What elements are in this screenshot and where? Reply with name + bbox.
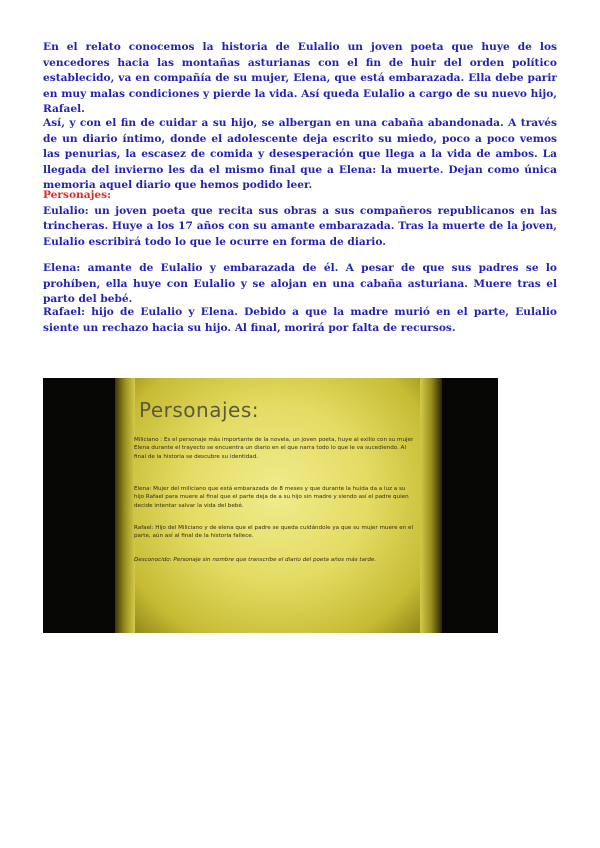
parchment-right-curl [420,378,442,633]
characters-heading: Personajes: [43,189,112,201]
slide-elena-text: Elena: Mujer del miliciano que está embarazada de 8 meses y que durante la huida da a luz a su hijo Rafael para muere al final que el parte deja de a su hijo sin madre y siendo así el padre quien decide intentar salvar la vida del bebé. [134,486,409,509]
slide-desconocido-text: Desconocido: Personaje sin nombre que transcribe el diario del poeta años más tarde. [134,557,377,563]
intro-paragraph [43,40,557,118]
slide-miliciano-text: Miliciano : Es el personaje más importante de la novela, un joven poeta, huye al exilio con su mujer Elena durante el trayecto se encuentra un diario en el que narra todo lo que le va sucediendo. Al final de la historia se descubre su identidad. [134,437,414,460]
story-text: Así, y con el fin de cuidar a su hijo, se albergan en una cabaña abandonada. A través de un diario íntimo, donde el adolescente deja escrito su miedo, poco a poco vemos las penurias, la escasez de comida y desesperación que llega a la vida de ambos. La llegada del invierno les da el mismo final que a Elena: la muerte. Dejan como única memoria aquel diario que hemos podido leer. [43,117,557,192]
story-paragraph [43,116,557,194]
elena-description: Elena: amante de Eulalio y embarazada de él. A pesar de que sus padres se lo prohíben, ella huye con Eulalio y se alojan en una cabaña asturiana. Muere tras el parto del bebé. [43,262,557,306]
rafael-paragraph [43,305,557,336]
characters-slide-image [43,378,498,633]
intro-text: En el relato conocemos la historia de Eulalio un joven poeta que huye de los vencedores hacia las montañas asturianas con el fin de huir del orden político establecido, va en compañía de su mujer, Elena, que está embarazada. Ella debe parir en muy malas condiciones y pierde la vida. Así queda Eulalio a cargo de su nuevo hijo, Rafael. [43,41,557,116]
parchment-left-curl [115,378,135,633]
rafael-description: Rafael: hijo de Eulalio y Elena. Debido a que la madre murió en el parte, Eulalio siente un rechazo hacia su hijo. Al final, morirá por falta de recursos. [43,306,557,334]
eulalio-description: Eulalio: un joven poeta que recita sus obras a sus compañeros republicanos en las trincheras. Huye a los 17 años con su amante embarazada. Tras la muerte de la joven, Eulalio escribirá todo lo que le ocurre en forma de diario. [43,204,557,248]
characters-section [43,188,557,250]
elena-paragraph [43,261,557,308]
slide-title: Personajes: [139,398,259,422]
slide-rafael-text: Rafael: Hijo del Miliciano y de elena que el padre se queda cuidándole ya que su mujer muere en el parte, aún así al final de la historia fallece. [134,525,414,540]
